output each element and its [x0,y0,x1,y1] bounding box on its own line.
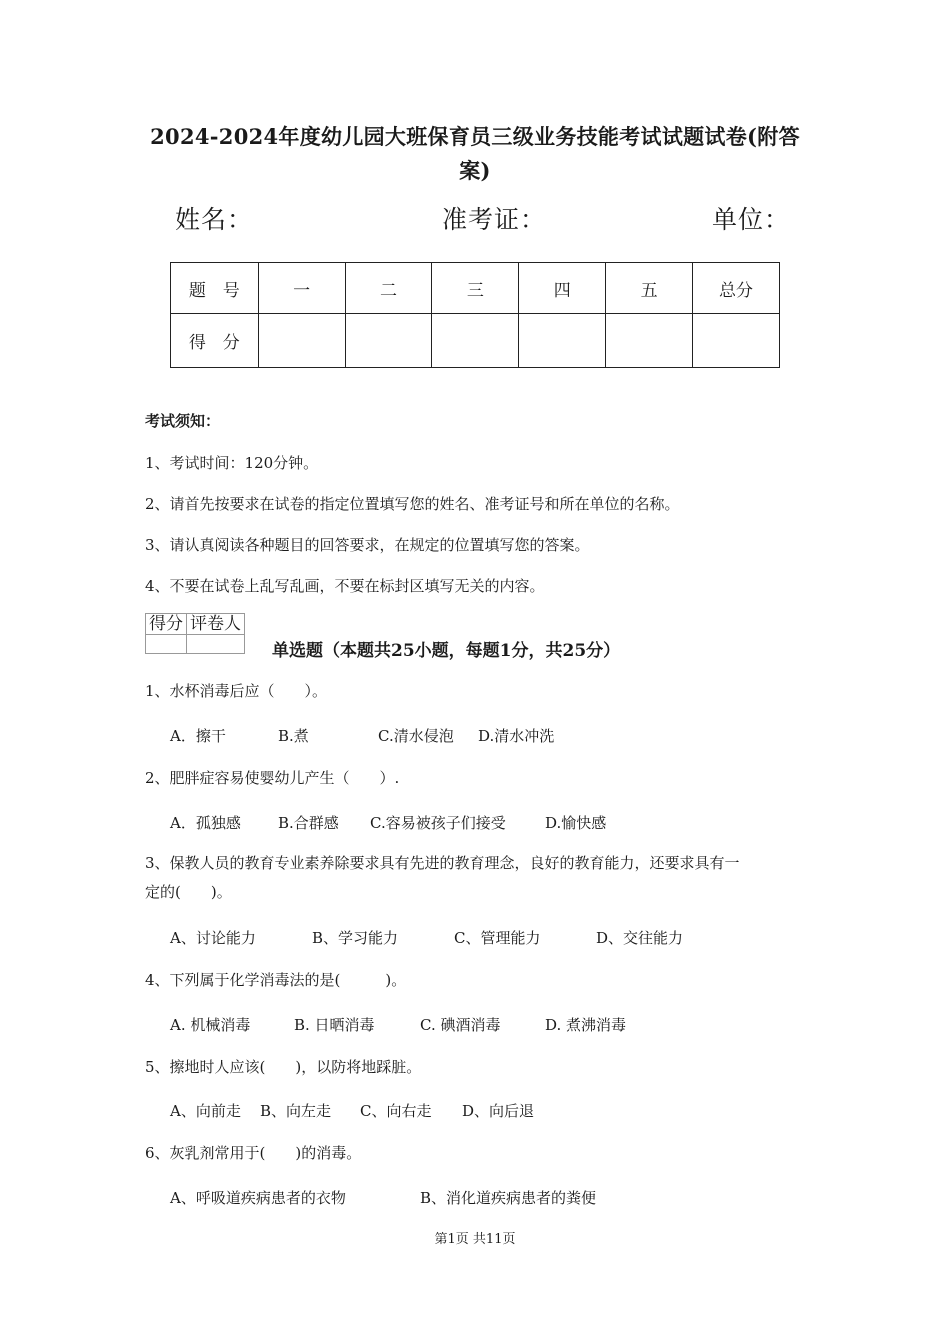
score-row-label: 得 分 [171,314,259,368]
grader-reviewer-label: 评卷人 [187,614,245,635]
answer-option[interactable]: C.容易被孩子们接受 [370,814,506,832]
grader-reviewer-cell[interactable] [187,635,245,654]
grader-score-cell[interactable] [146,635,187,654]
title-line-2: 案) [459,158,491,183]
notice-item: 4、不要在试卷上乱写乱画，不要在标封区填写无关的内容。 [145,577,545,595]
score-input-cell[interactable] [258,314,345,368]
score-table [170,262,780,368]
score-header-cell: 三 [432,263,519,314]
name-label: 姓名： [175,205,254,234]
score-input-cell[interactable] [693,314,780,368]
answer-option[interactable]: D. 煮沸消毒 [545,1016,627,1034]
score-table-score-row [171,314,780,368]
answer-option[interactable]: D、向后退 [462,1102,535,1120]
answer-option[interactable]: A. 机械消毒 [170,1016,251,1034]
section-title: 单选题（本题共25小题，每题1分，共25分） [272,641,621,661]
answer-option[interactable]: B、向左走 [260,1102,332,1120]
score-header-cell: 四 [519,263,606,314]
notice-item: 2、请首先按要求在试卷的指定位置填写您的姓名、准考证号和所在单位的名称。 [145,495,680,513]
grader-box [145,613,245,654]
grader-score-label: 得分 [146,614,187,635]
answer-option[interactable]: B. 日晒消毒 [294,1016,375,1034]
title-line-1: 2024-2024年度幼儿园大班保育员三级业务技能考试试题试卷(附答 [150,124,800,149]
notice-title: 考试须知： [145,412,221,430]
answer-option[interactable]: A．擦干 [170,727,226,745]
answer-option[interactable]: C. 碘酒消毒 [420,1016,501,1034]
question-stem: 1、水杯消毒后应（ ）。 [145,682,328,700]
notice-item: 1、考试时间：120分钟。 [145,454,319,472]
page-footer: 第1页 共11页 [434,1232,516,1247]
question-stem: 4、下列属于化学消毒法的是( )。 [145,971,407,989]
score-header-cell: 一 [258,263,345,314]
answer-option[interactable]: B、消化道疾病患者的粪便 [420,1189,597,1207]
document-title [120,120,830,188]
notice-item: 3、请认真阅读各种题目的回答要求，在规定的位置填写您的答案。 [145,536,590,554]
score-header-cell: 五 [606,263,693,314]
answer-option[interactable]: D、交往能力 [596,929,684,947]
exam-id-label: 准考证： [442,205,547,234]
answer-option[interactable]: A．孤独感 [170,814,241,832]
answer-option[interactable]: B.煮 [278,727,309,745]
question-stem: 5、擦地时人应该( )，以防将地踩脏。 [145,1058,422,1076]
answer-option[interactable]: A、呼吸道疾病患者的衣物 [170,1189,346,1207]
answer-option[interactable]: A、讨论能力 [170,929,256,947]
answer-option[interactable]: D.愉快感 [545,814,607,832]
question-stem: 6、灰乳剂常用于( )的消毒。 [145,1144,362,1162]
question-stem-continued: 定的( )。 [145,883,232,901]
answer-option[interactable]: C、向右走 [360,1102,432,1120]
answer-option[interactable]: B.合群感 [278,814,339,832]
answer-option[interactable]: C、管理能力 [454,929,541,947]
score-input-cell[interactable] [606,314,693,368]
unit-label: 单位： [712,205,791,234]
answer-option[interactable]: D.清水冲洗 [478,727,555,745]
answer-option[interactable]: A、向前走 [170,1102,241,1120]
score-header-cell: 二 [345,263,432,314]
score-header-cell: 题 号 [171,263,259,314]
score-input-cell[interactable] [432,314,519,368]
question-stem: 3、保教人员的教育专业素养除要求具有先进的教育理念，良好的教育能力，还要求具有一 [145,854,740,872]
answer-option[interactable]: C.清水侵泡 [378,727,454,745]
score-input-cell[interactable] [519,314,606,368]
score-input-cell[interactable] [345,314,432,368]
score-table-header-row [171,263,780,314]
score-header-cell: 总分 [693,263,780,314]
question-stem: 2、肥胖症容易使婴幼儿产生（ ）. [145,769,400,787]
answer-option[interactable]: B、学习能力 [312,929,399,947]
